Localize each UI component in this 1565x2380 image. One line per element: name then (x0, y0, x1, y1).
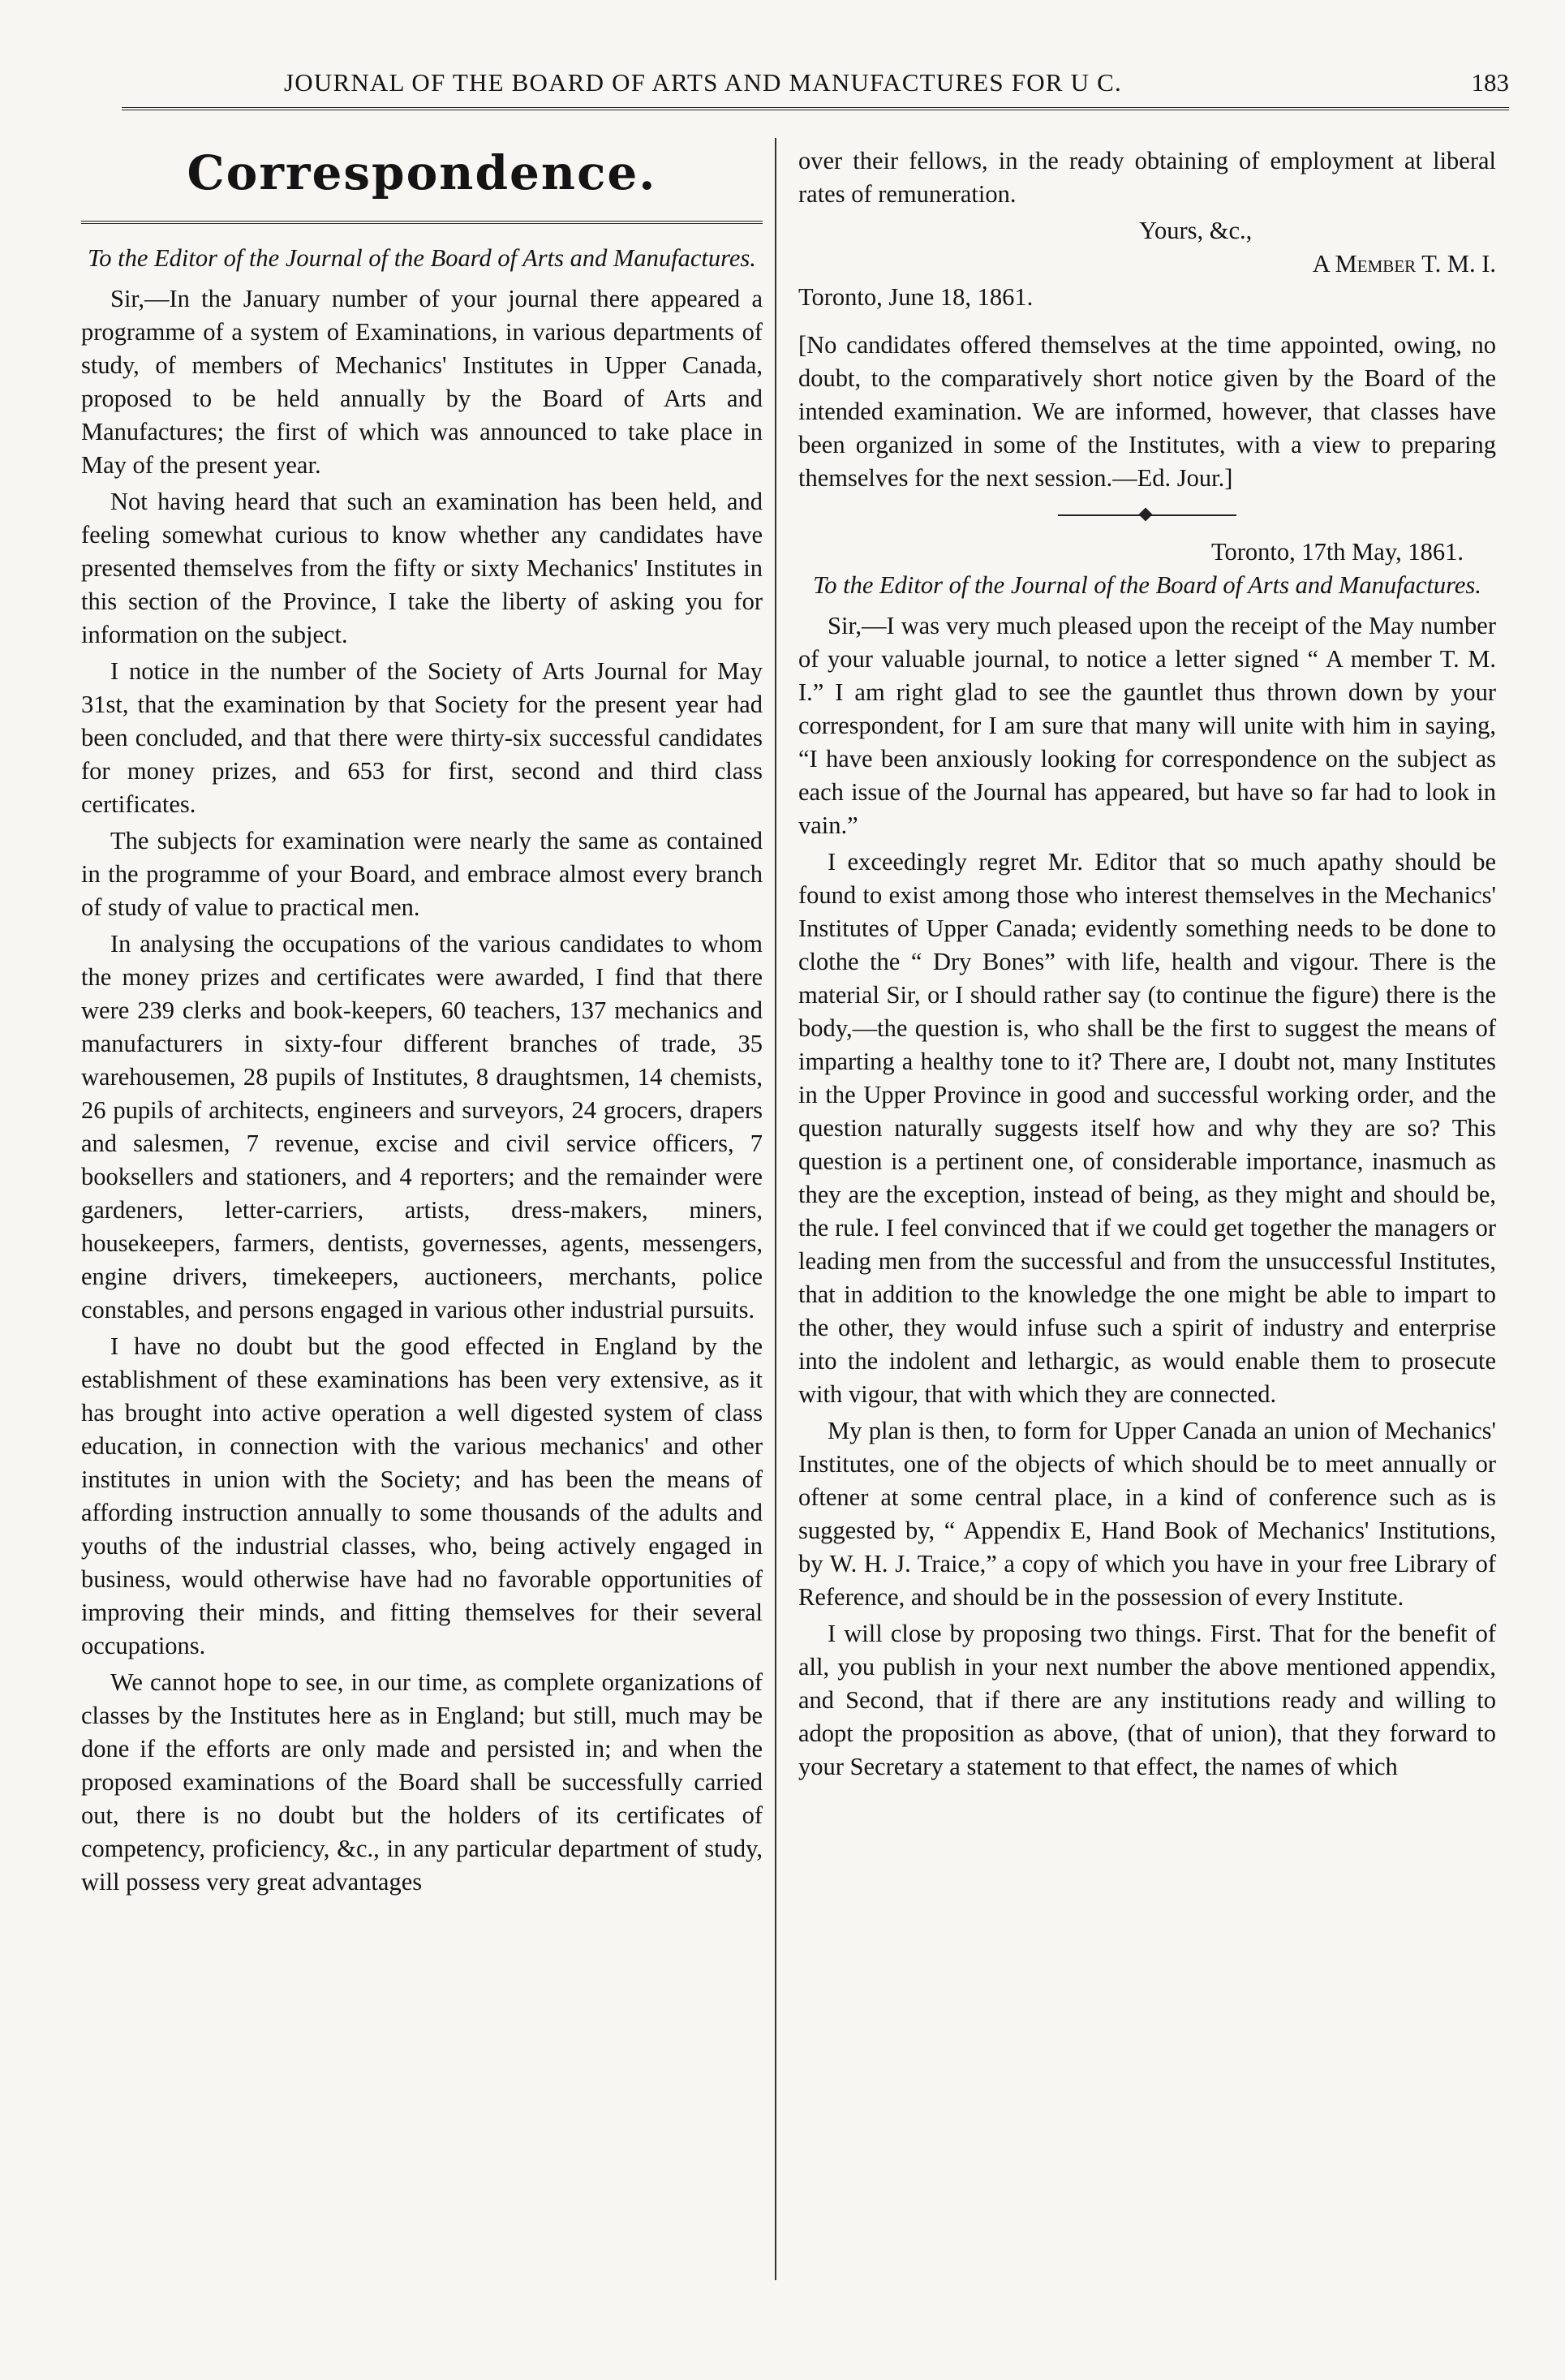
letter2-dateline: Toronto, 17th May, 1861. (1210, 538, 1464, 566)
letter1-address: To the Editor of the Journal of the Board of Arts and Manufactures. (88, 244, 756, 272)
letter1-paragraph: Not having heard that such an examination has been held, and feeling somewhat curious to know whether any candidates have presented themselves from the fifty or sixty Mechanics' Institutes in this section of the Province, I take the liberty of asking you for information on the subject. (81, 488, 763, 648)
letter1-paragraph: The subjects for examination were nearly the same as contained in the programme of your Board, and embrace almost every branch of study of value to practical men. (81, 827, 763, 921)
running-title: JOURNAL OF THE BOARD OF ARTS AND MANUFACTURES FOR U C. (284, 68, 1122, 97)
letter1-closing: Yours, &c., (1139, 217, 1253, 244)
section-title: Correspondence. (187, 145, 657, 200)
letter1-signature: A Member T. M. I. (1312, 250, 1496, 278)
running-header (122, 68, 1509, 110)
letter1-place-date: Toronto, June 18, 1861. (798, 283, 1034, 311)
page-number: 183 (1471, 68, 1509, 97)
ornament-divider (1058, 513, 1236, 518)
letter1-paragraph: We cannot hope to see, in our time, as complete organizations of classes by the Institutes here as in England; but still, much may be done if the efforts are only made and persisted in; and when the proposed examinations of the Board shall be successfully carried out, there is no doubt but the holders of its certificates of competency, proficiency, &c., in any particular department of study, will possess very great advantages (81, 1668, 763, 1896)
letter2-paragraph: My plan is then, to form for Upper Canada an union of Mechanics' Institutes, one of the objects of which should be to meet annually or oftener at some central place, in a kind of conference such as is suggested by, “ Appendix E, Hand Book of Mechanics' Institutions, by W. H. J. Traice,” a copy of which you have in your free Library of Reference, and should be in the possession of every Institute. (798, 1417, 1496, 1611)
letter2-paragraph: Sir,—I was very much pleased upon the receipt of the May number of your valuable journal, to notice a letter signed “ A member T. M. I.” I am right glad to see the gauntlet thus thrown down by your correspondent, for I am sure that many will unite with him in saying, “I have been anxiously looking for correspondence on the subject as each issue of the Journal has appeared, but have so far had to look in vain.” (798, 612, 1496, 839)
letter1-paragraph: Sir,—In the January number of your journal there appeared a programme of a system of Examinations, in various departments of study, of members of Mechanics' Institutes in Upper Canada, proposed to be held annually by the Board of Arts and Manufactures; the first of which was announced to take place in May of the present year. (81, 285, 763, 479)
left-column (81, 144, 763, 1902)
letter1-paragraph: I notice in the number of the Society of Arts Journal for May 31st, that the examination by that Society for the present year had been concluded, and that there were thirty-six successful candidates for money prizes, and 653 for first, second and third class certificates. (81, 657, 763, 818)
letter1-continuation: over their fellows, in the ready obtaining of employment at liberal rates of remuneration. (798, 147, 1496, 208)
letter2-address: To the Editor of the Journal of the Board of Arts and Manufactures. (813, 571, 1481, 599)
letter2-paragraph: I exceedingly regret Mr. Editor that so much apathy should be found to exist among those who interest themselves in the Mechanics' Institutes of Upper Canada; evidently something needs to be done to clothe the “ Dry Bones” with life, health and vigour. There is the material Sir, or I should rather say (to continue the figure) there is the body,—the question is, who shall be the first to suggest the means of imparting a healthy tone to it? There are, I doubt not, many Institutes in the Upper Province in good and successful working order, and the question naturally suggests itself how and why they are so? This question is a pertinent one, of considerable importance, inasmuch as they are the exception, instead of being, as they might and should be, the rule. I feel convinced that if we could get together the managers or leading men from the successful and from the unsuccessful Institutes, that in addition to the knowledge the one might be able to impart to the other, they would infuse such a spirit of industry and enterprise into the indolent and lethargic, as would enable them to prosecute with vigour, that with which they are connected. (798, 848, 1496, 1408)
letter1-paragraph: In analysing the occupations of the various candidates to whom the money prizes and certificates were awarded, I find that there were 239 clerks and book-keepers, 60 teachers, 137 mechanics and manufacturers in sixty-four different branches of trade, 35 warehousemen, 28 pupils of Institutes, 8 draughtsmen, 14 chemists, 26 pupils of architects, engineers and surveyors, 24 grocers, drapers and salesmen, 7 revenue, excise and civil service officers, 7 booksellers and stationers, and 4 reporters; and the remainder were gardeners, letter-carriers, artists, dress-makers, miners, housekeepers, farmers, dentists, governesses, agents, messengers, engine drivers, timekeepers, auctioneers, merchants, police constables, and persons engaged in various other industrial pursuits. (81, 930, 763, 1323)
letter2-paragraph: I will close by proposing two things. First. That for the benefit of all, you publish in your next number the above mentioned appendix, and Second, that if there are any institutions ready and willing to adopt the proposition as above, (that of union), that they forward to your Secretary a statement to that effect, the names of which (798, 1620, 1496, 1780)
column-divider (775, 138, 776, 2280)
editor-note: [No candidates offered themselves at the time appointed, owing, no doubt, to the comparatively short notice given by the Board of the intended examination. We are informed, however, that classes have been organized in some of the Institutes, with a view to preparing themselves for the next session.—Ed. Jour.] (798, 331, 1496, 492)
right-column (798, 144, 1496, 1787)
letter1-paragraph: I have no doubt but the good effected in England by the establishment of these examinations has been very extensive, as it has brought into active operation a well digested system of class education, in connection with the various mechanics' and other institutes in union with the Society; and has been the means of affording instruction annually to some thousands of the adults and youths of the industrial classes, who, being actively engaged in business, would otherwise have had no favorable opportunities of improving their minds, and fitting themselves for their several occupations. (81, 1332, 763, 1659)
title-rule (81, 221, 763, 224)
